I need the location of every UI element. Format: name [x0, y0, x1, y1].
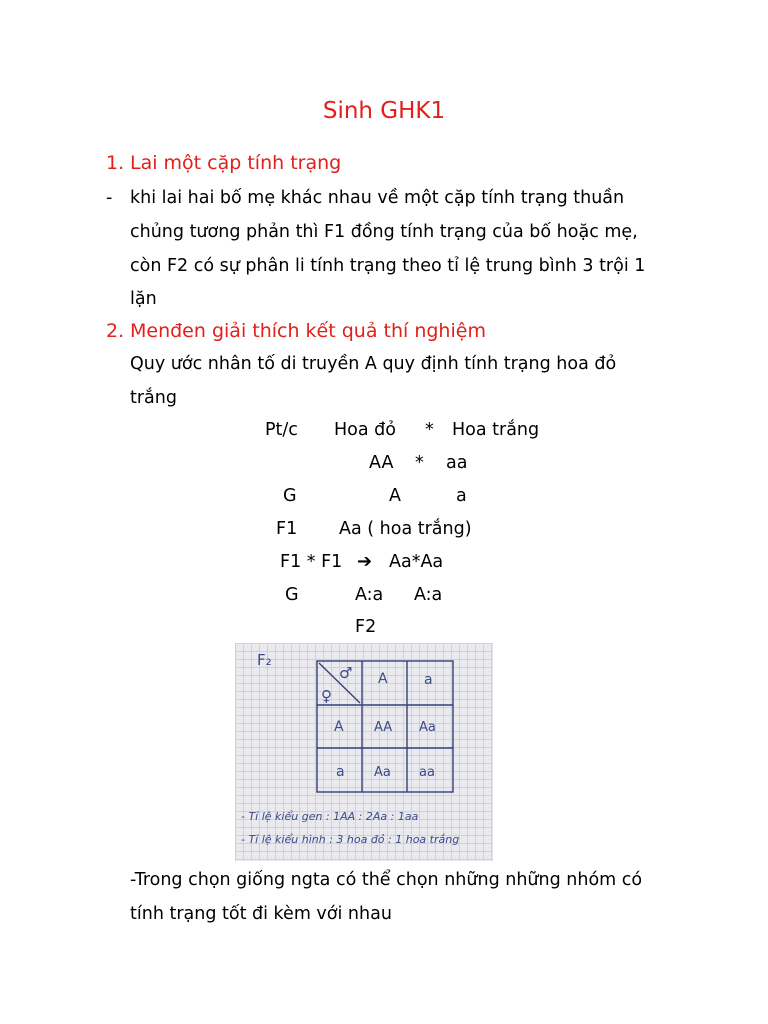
gamete-left: A — [389, 486, 401, 506]
punnett-side-header: A — [334, 719, 344, 735]
f1-label: F1 — [276, 519, 298, 539]
punnett-side-header: a — [336, 764, 345, 780]
section2-heading: Menđen giải thích kết quả thí nghiệm — [130, 320, 486, 342]
f1-cross-result: Aa*Aa — [389, 552, 444, 572]
punnett-cell: Aa — [374, 765, 391, 780]
section1-line: khi lai hai bố mẹ khác nhau về một cặp tính trạng thuần — [130, 188, 625, 208]
gamete2-right: A:a — [414, 585, 443, 605]
f1-value: Aa ( hoa trắng) — [339, 519, 472, 539]
conclusion-line: -Trong chọn giống ngta có thể chọn những những nhóm có — [130, 870, 643, 890]
ptc-label: Pt/c — [265, 420, 298, 440]
conclusion-line: tính trạng tốt đi kèm với nhau — [130, 904, 392, 924]
gamete2-left: A:a — [355, 585, 384, 605]
section1-number: 1. — [106, 152, 125, 174]
punnett-cell: AA — [374, 720, 393, 735]
section2-line: Quy ước nhân tố di truyền A quy định tính trạng hoa đỏ — [130, 354, 617, 374]
f1-cross-label: F1 * F1 — [280, 552, 343, 572]
section1-bullet: - — [106, 188, 113, 208]
section1-line: chủng tương phản thì F1 đồng tính trạng của bố hoặc mẹ, — [130, 222, 638, 242]
punnett-cell: Aa — [419, 720, 436, 735]
photo-note-genotype-ratio: - Tỉ lệ kiểu gen : 1AA : 2Aa : 1aa — [241, 810, 419, 823]
gamete-label: G — [283, 486, 297, 506]
section2-line: trắng — [130, 388, 177, 408]
section1-line: còn F2 có sự phân li tính trạng theo tỉ lệ trung bình 3 trội 1 — [130, 256, 646, 276]
photo-f2-label: F₂ — [257, 651, 272, 669]
female-symbol-icon: ♀ — [321, 687, 332, 705]
punnett-cell: aa — [419, 765, 435, 780]
punnett-top-header: a — [424, 672, 433, 688]
f2-label: F2 — [355, 617, 377, 637]
genotype-cross-symbol: * — [415, 453, 424, 473]
photo-note-phenotype-ratio: - Tỉ lệ kiểu hình : 3 hoa đỏ : 1 hoa trắng — [241, 833, 460, 846]
arrow-right-icon: ➔ — [357, 551, 373, 572]
ptc-cross-symbol: * — [425, 420, 434, 440]
punnett-square-drawing — [235, 643, 493, 861]
ptc-left-phenotype: Hoa đỏ — [334, 420, 396, 440]
punnett-top-header: A — [378, 671, 388, 687]
ptc-right-phenotype: Hoa trắng — [452, 420, 540, 440]
parent-genotype-left: AA — [369, 453, 394, 473]
parent-genotype-right: aa — [446, 453, 468, 473]
section1-line: lặn — [130, 289, 157, 309]
male-symbol-icon: ♂ — [339, 664, 353, 682]
gamete2-label: G — [285, 585, 299, 605]
punnett-square-photo — [235, 643, 493, 861]
gamete-right: a — [456, 486, 467, 506]
page-title: Sinh GHK1 — [322, 98, 446, 124]
section2-number: 2. — [106, 320, 125, 342]
section1-heading: Lai một cặp tính trạng — [130, 152, 342, 174]
